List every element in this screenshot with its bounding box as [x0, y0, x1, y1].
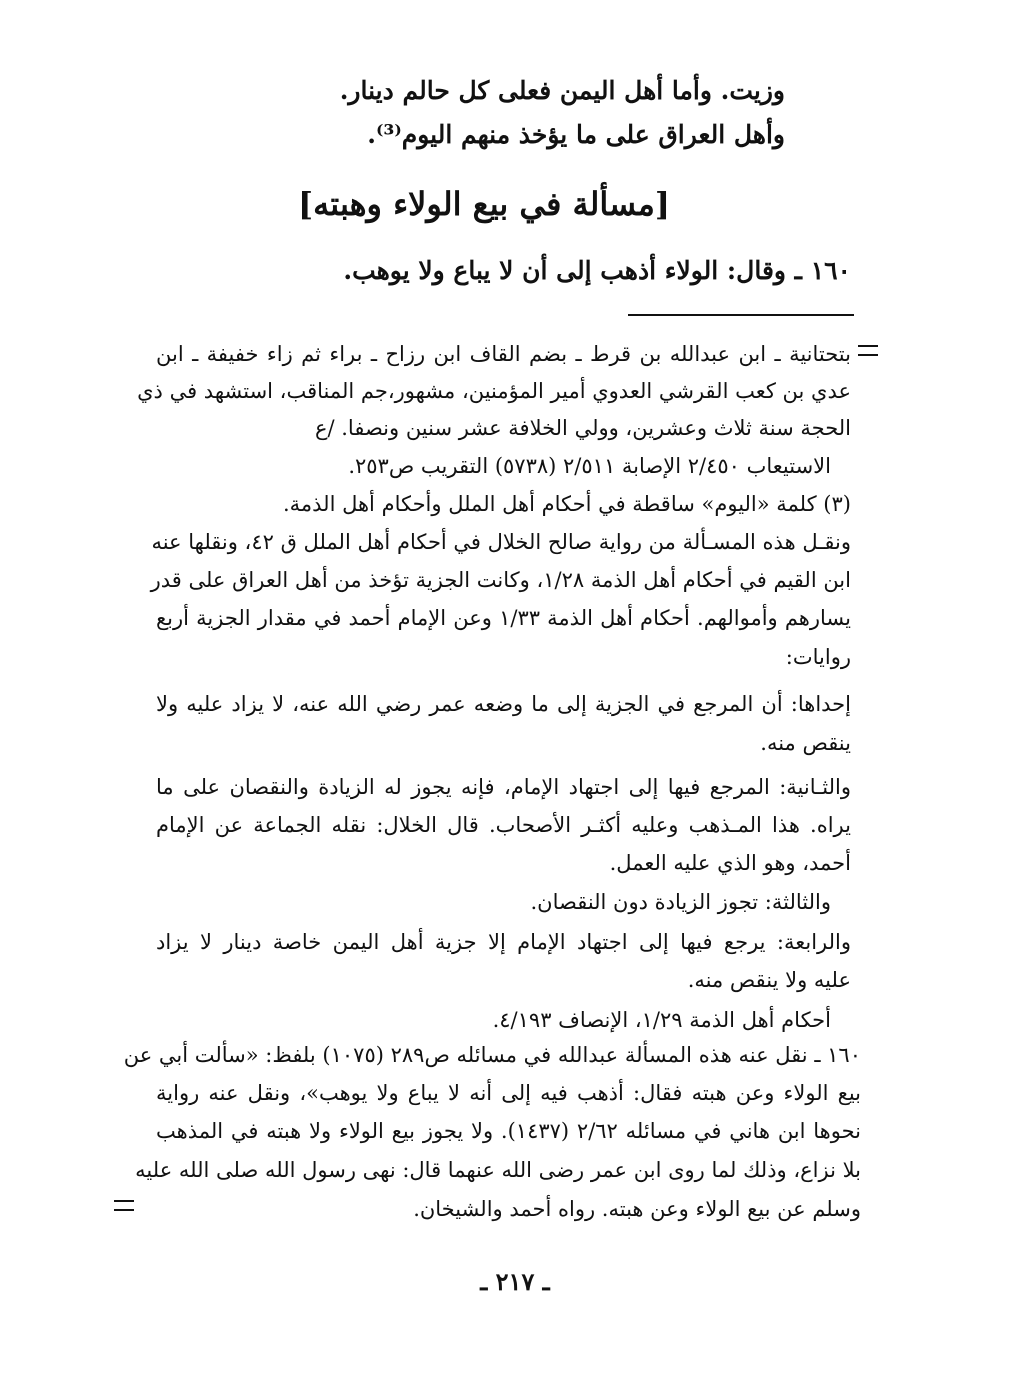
page-number: ـ ٢١٧ ـ — [480, 1267, 550, 1296]
footnote-line: الحجة سنة ثلاث وعشرين، وولي الخلافة عشر سنين ونصفا. /ع — [314, 416, 851, 440]
footnote-line: ابن القيم في أحكام أهل الذمة ١/٢٨، وكانت الجزية تؤخذ من أهل العراق على قدر — [150, 568, 851, 592]
continuation-mark-bottom — [114, 1200, 134, 1211]
footnote-line: يراه. هذا المـذهب وعليه أكثـر الأصحاب. قال الخلال: نقله الجماعة عن الإمام — [156, 813, 851, 837]
footnote-line: عدي بن كعب القرشي العدوي أمير المؤمنين، مشهور،جم المناقب، استشهد في ذي — [137, 379, 851, 403]
footnote-line: أحكام أهل الذمة ١/٢٩، الإنصاف ٤/١٩٣. — [492, 1008, 831, 1032]
footnote-line: أحمد، وهو الذي عليه العمل. — [609, 851, 851, 875]
footnote-line: (٣) كلمة «اليوم» ساقطة في أحكام أهل الملل وأحكام أهل الذمة. — [282, 492, 851, 516]
footnote-line: عليه ولا ينقص منه. — [687, 968, 851, 992]
footnote-line: ينقص منه. — [760, 731, 851, 755]
footnote-line: ونقـل هذه المسـألة من رواية صالح الخلال في أحكام أهل الملل ق ٤٢، ونقلها عنه — [151, 530, 851, 554]
footnote-line: وسلم عن بيع الولاء وعن هبته. رواه أحمد والشيخان. — [413, 1197, 861, 1221]
footnote-line: والثـانية: المرجع فيها إلى اجتهاد الإمام، فإنه يجوز له الزيادة والنقصان على ما — [156, 775, 851, 799]
footnote-line: يسارهم وأموالهم. أحكام أهل الذمة ١/٣٣ وعن الإمام أحمد في مقدار الجزية أربع — [156, 606, 851, 630]
footnote-line: بلا نزاع، وذلك لما روى ابن عمر رضى الله عنهما قال: نهى رسول الله صلى الله عليه — [135, 1158, 861, 1182]
question-160: ١٦٠ ـ وقال: الولاء أذهب إلى أن لا يباع ولا يوهب. — [343, 256, 851, 285]
footnote-line: إحداها: أن المرجع في الجزية إلى ما وضعه عمر رضي الله عنه، لا يزاد عليه ولا — [156, 692, 851, 716]
footnote-line: بتحتانية ـ ابن عبدالله بن قرط ـ بضم القاف ابن رزاح ـ براء ثم زاء خفيفة ـ ابن — [156, 342, 851, 366]
footnote-line: الاستيعاب ٢/٤٥٠ الإصابة ٢/٥١١ (٥٧٣٨) التقريب ص٢٥٣. — [348, 454, 831, 478]
section-heading: [مسألة في بيع الولاء وهبته] — [297, 185, 670, 223]
footnote-line: روايات: — [785, 645, 851, 669]
footnote-separator — [628, 314, 854, 316]
footnote-line: بيع الولاء وعن هبته فقال: أذهب فيه إلى أنه لا يباع ولا يوهب»، ونقل عنه رواية — [156, 1081, 861, 1105]
main-text-line-2: وأهل العراق على ما يؤخذ منهم اليوم⁽³⁾. — [367, 120, 785, 149]
main-text-line-1: وزيت. وأما أهل اليمن فعلى كل حالم دينار. — [339, 76, 785, 105]
footnote-line: ١٦٠ ـ نقل عنه هذه المسألة عبدالله في مسائله ص٢٨٩ (١٠٧٥) بلفظ: «سألت أبي عن — [123, 1043, 861, 1067]
continuation-mark-top — [858, 345, 878, 356]
footnote-line: والرابعة: يرجع فيها إلى اجتهاد الإمام إلا جزية أهل اليمن خاصة دينار لا يزاد — [156, 930, 851, 954]
footnote-line: نحوها ابن هاني في مسائله ٢/٦٢ (١٤٣٧). ولا يجوز بيع الولاء ولا هبته في المذهب — [156, 1119, 862, 1143]
footnote-line: والثالثة: تجوز الزيادة دون النقصان. — [530, 890, 831, 914]
